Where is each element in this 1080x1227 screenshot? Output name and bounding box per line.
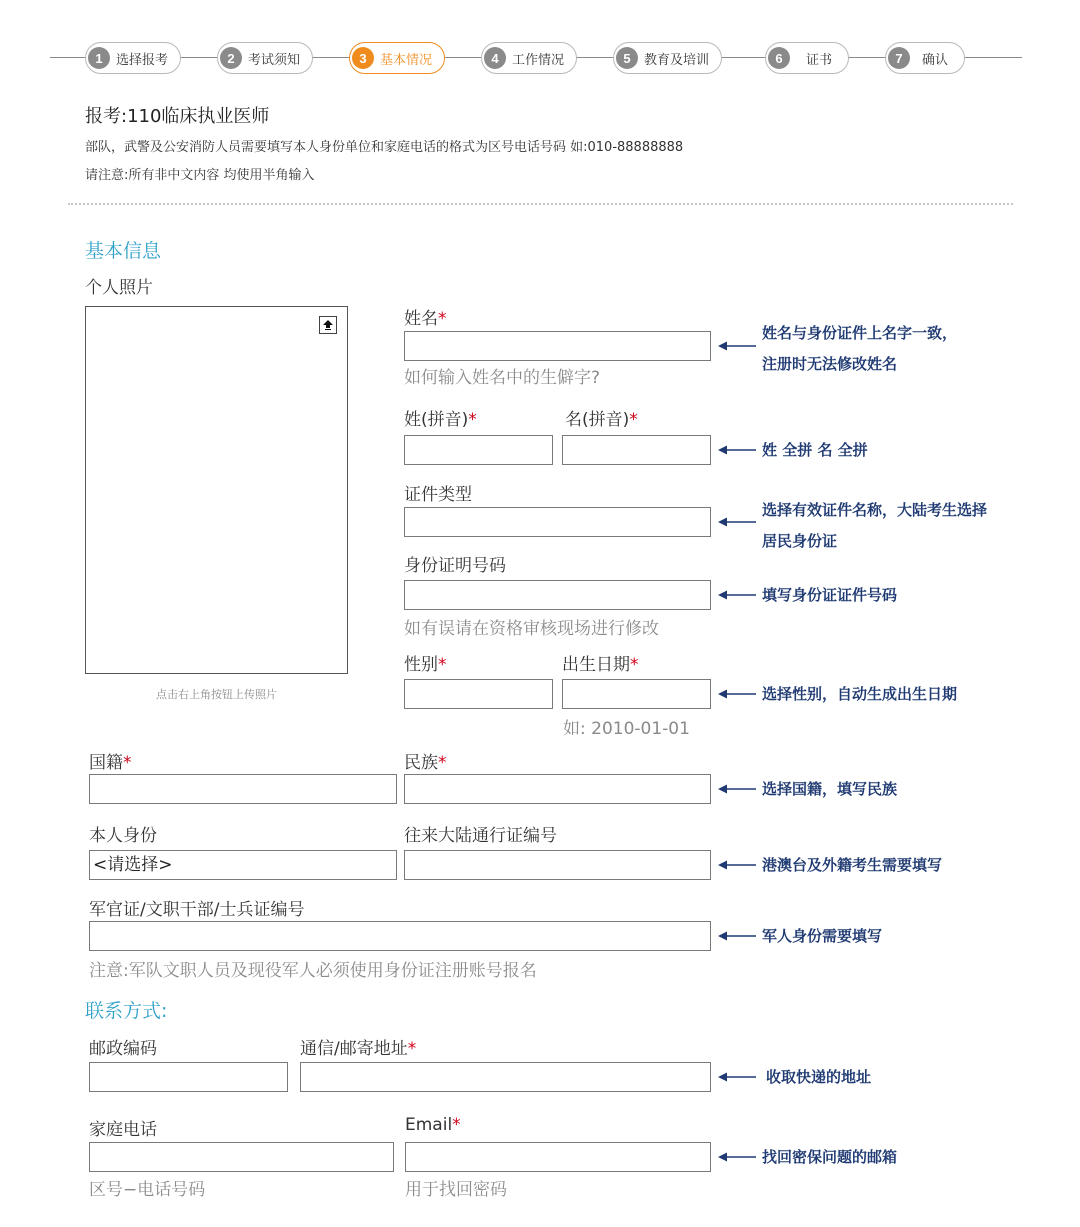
- callout-name-1: 姓名与身份证件上名字一致，: [762, 324, 958, 342]
- given-name-pinyin-input[interactable]: [562, 435, 711, 465]
- required-mark: *: [630, 655, 639, 675]
- birth-date-label: [562, 650, 639, 675]
- birth-date-hint: 如: 2010-01-01: [563, 719, 690, 739]
- nationality-select[interactable]: [89, 774, 397, 804]
- step-number: 4: [484, 47, 506, 69]
- upload-photo-button[interactable]: [319, 316, 337, 334]
- step-work-info[interactable]: [481, 42, 577, 74]
- id-number-input[interactable]: [404, 580, 711, 610]
- callout-address: 收取快递的地址: [766, 1068, 872, 1086]
- home-phone-input[interactable]: [89, 1142, 394, 1172]
- id-type-select[interactable]: [404, 507, 711, 537]
- callout-id-number: 填写身份证证件号码: [762, 586, 898, 604]
- required-mark: *: [438, 655, 447, 675]
- step-confirm[interactable]: [885, 42, 965, 74]
- military-note: 注意:军队文职人员及现役军人必须使用身份证注册账号报名: [89, 961, 537, 981]
- step-number: 2: [220, 47, 242, 69]
- required-mark: *: [438, 753, 447, 773]
- nationality-label: [89, 748, 132, 773]
- gender-label: [404, 650, 447, 675]
- exam-title: 报考:110临床执业医师: [85, 106, 270, 127]
- dotted-divider: [68, 203, 1013, 205]
- arrow-left-icon: [718, 782, 758, 796]
- arrow-left-icon: [718, 588, 758, 602]
- mailing-address-input[interactable]: [300, 1062, 711, 1092]
- arrow-left-icon: [718, 858, 758, 872]
- required-mark: *: [629, 410, 638, 430]
- given-name-pinyin-label: [565, 405, 638, 430]
- rare-character-help-link[interactable]: 如何输入姓名中的生僻字?: [404, 368, 601, 388]
- step-label: 确认: [922, 52, 949, 68]
- gender-label-text: 性别: [404, 655, 438, 675]
- name-input[interactable]: [404, 331, 711, 361]
- surname-pinyin-label: [404, 405, 477, 430]
- ethnicity-input[interactable]: [404, 774, 711, 804]
- progress-stepper: [0, 0, 1080, 115]
- required-mark: *: [438, 309, 447, 329]
- callout-nationality: 选择国籍，填写民族: [762, 780, 898, 798]
- section-title-basic-info: 基本信息: [85, 240, 162, 262]
- step-select-exam[interactable]: [85, 42, 181, 74]
- step-label: 选择报考: [116, 52, 169, 68]
- step-label: 考试须知: [248, 52, 301, 68]
- upload-icon: [323, 320, 333, 330]
- surname-pinyin-label-text: 姓(拼音): [404, 410, 469, 430]
- given-name-pinyin-label-text: 名(拼音): [565, 410, 630, 430]
- email-input[interactable]: [405, 1142, 711, 1172]
- identity-select[interactable]: <请选择>: [89, 850, 397, 880]
- section-title-contact: 联系方式:: [85, 1000, 168, 1022]
- postal-code-label: 邮政编码: [89, 1039, 157, 1059]
- step-label: 基本情况: [380, 52, 433, 68]
- home-phone-label: 家庭电话: [89, 1120, 157, 1140]
- step-number: 5: [616, 47, 638, 69]
- required-mark: *: [407, 1039, 417, 1059]
- step-basic-info[interactable]: [349, 42, 445, 74]
- callout-email: 找回密保问题的邮箱: [762, 1148, 898, 1166]
- photo-caption: 点击右上角按钮上传照片: [156, 688, 277, 701]
- arrow-left-icon: [718, 1070, 758, 1084]
- callout-gender: 选择性别，自动生成出生日期: [762, 685, 958, 703]
- surname-pinyin-input[interactable]: [404, 435, 553, 465]
- arrow-left-icon: [718, 443, 758, 457]
- mailing-address-label-text: 通信/邮寄地址: [300, 1039, 408, 1059]
- callout-pinyin: 姓 全拼 名 全拼: [762, 441, 868, 459]
- email-label-text: Email: [405, 1115, 453, 1135]
- email-hint: 用于找回密码: [405, 1180, 507, 1200]
- military-id-label: 军官证/文职干部/士兵证编号: [89, 900, 305, 920]
- arrow-left-icon: [718, 339, 758, 353]
- step-certificate[interactable]: [765, 42, 849, 74]
- name-label-text: 姓名: [404, 309, 438, 329]
- format-note: 部队，武警及公安消防人员需要填写本人身份单位和家庭电话的格式为区号电话号码 如:010-88888888: [85, 140, 684, 155]
- required-mark: *: [123, 753, 132, 773]
- photo-area: [85, 306, 348, 674]
- identity-label: 本人身份: [89, 826, 157, 846]
- nationality-label-text: 国籍: [89, 753, 123, 773]
- gender-select[interactable]: [404, 679, 553, 709]
- id-number-hint: 如有误请在资格审核现场进行修改: [404, 619, 659, 639]
- step-label: 证书: [806, 52, 833, 68]
- mainland-permit-input[interactable]: [404, 850, 711, 880]
- arrow-left-icon: [718, 515, 758, 529]
- step-exam-notice[interactable]: [217, 42, 313, 74]
- required-mark: *: [452, 1115, 461, 1135]
- name-label: [404, 304, 447, 329]
- id-type-label: 证件类型: [404, 485, 472, 505]
- birth-date-label-text: 出生日期: [562, 655, 630, 675]
- callout-id-type-1: 选择有效证件名称，大陆考生选择: [762, 501, 988, 519]
- arrow-left-icon: [718, 1150, 758, 1164]
- step-number: 3: [352, 47, 374, 69]
- input-note: 请注意:所有非中文内容 均使用半角输入: [85, 168, 315, 183]
- birth-date-input[interactable]: [562, 679, 711, 709]
- callout-permit: 港澳台及外籍考生需要填写: [762, 856, 943, 874]
- step-education[interactable]: [613, 42, 722, 74]
- step-label: 教育及培训: [644, 52, 710, 68]
- photo-label: 个人照片: [85, 278, 153, 298]
- step-label: 工作情况: [512, 52, 565, 68]
- callout-id-type-2: 居民身份证: [762, 532, 838, 550]
- step-number: 6: [768, 47, 790, 69]
- step-number: 7: [888, 47, 910, 69]
- step-number: 1: [88, 47, 110, 69]
- postal-code-input[interactable]: [89, 1062, 288, 1092]
- home-phone-hint: 区号−电话号码: [89, 1180, 206, 1200]
- id-number-label: 身份证明号码: [404, 556, 506, 576]
- mainland-permit-label: 往来大陆通行证编号: [404, 826, 557, 846]
- callout-name-2: 注册时无法修改姓名: [762, 355, 898, 373]
- arrow-left-icon: [718, 687, 758, 701]
- military-id-input[interactable]: [89, 921, 711, 951]
- email-label: [405, 1115, 461, 1135]
- ethnicity-label-text: 民族: [404, 753, 438, 773]
- required-mark: *: [468, 410, 477, 430]
- ethnicity-label: [404, 748, 447, 773]
- arrow-left-icon: [718, 929, 758, 943]
- callout-military: 军人身份需要填写: [762, 927, 883, 945]
- mailing-address-label: [300, 1034, 416, 1059]
